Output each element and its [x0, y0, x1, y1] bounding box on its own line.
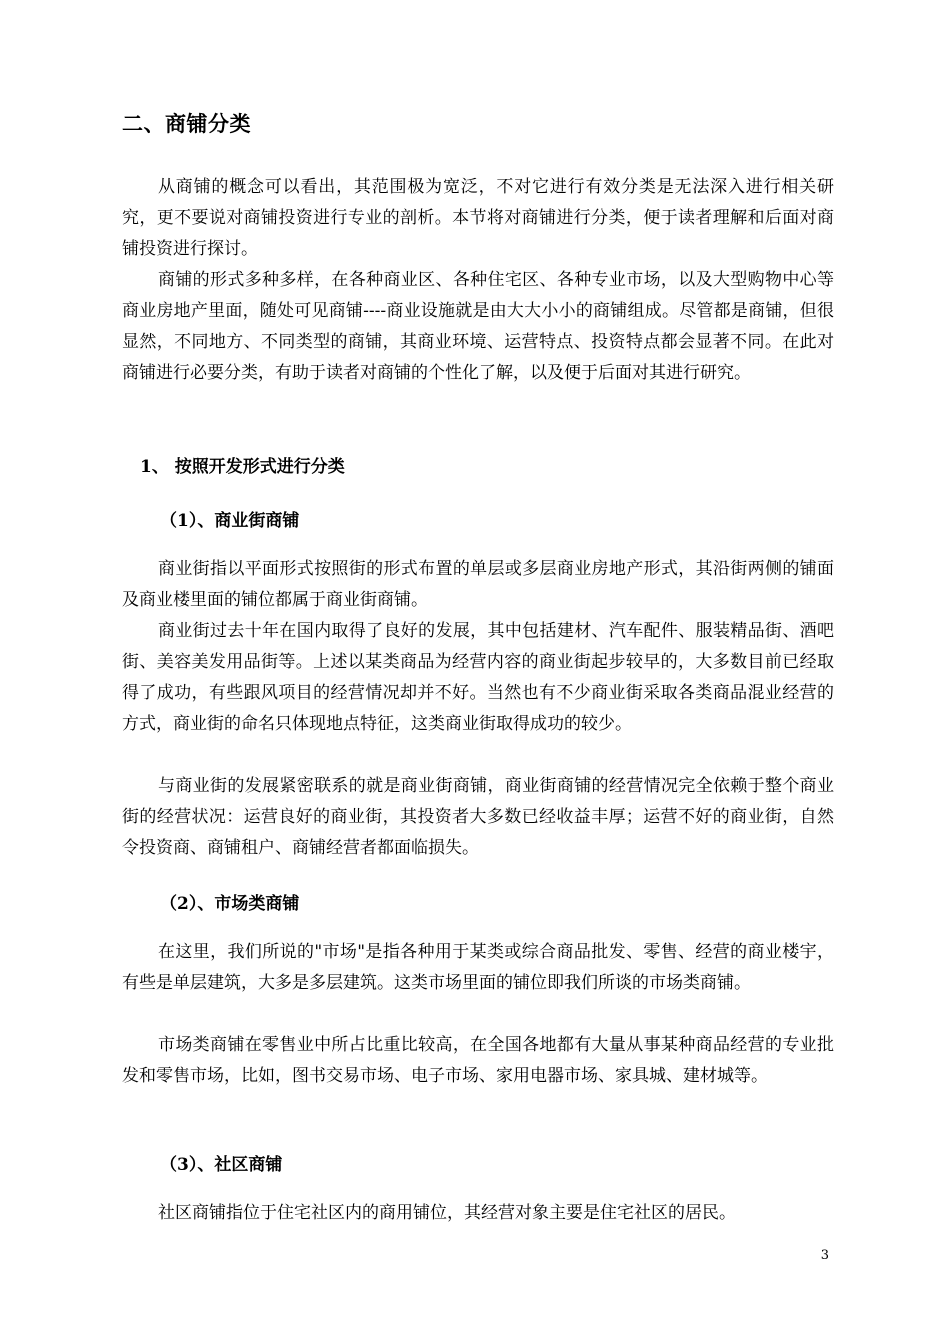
section-title: 二、商铺分类 [122, 111, 251, 136]
commercial-street-paragraph-1: 商业街指以平面形式按照街的形式布置的单层或多层商业房地产形式，其沿街两侧的铺面及商业楼里面的铺位都属于商业街商铺。 [122, 559, 834, 610]
market-paragraph-1: 在这里，我们所说的"市场"是指各种用于某类或综合商品批发、零售、经营的商业楼宇，有些是单层建筑，大多是多层建筑。这类市场里面的铺位即我们所谈的市场类商铺。 [122, 942, 834, 993]
page-number: 3 [820, 1248, 829, 1263]
intro-paragraph-2: 商铺的形式多种多样，在各种商业区、各种住宅区、各种专业市场，以及大型购物中心等商业房地产里面，随处可见商铺----商业设施就是由大大小小的商铺组成。尽管都是商铺，但很显然，不同地方、不同类型的商铺，其商业环境、运营特点、投资特点都会显著不同。在此对商铺进行必要分类，有助于读者对商铺的个性化了解，以及便于后面对其进行研究。 [122, 270, 834, 383]
category-title-community: （3）、社区商铺 [160, 1155, 283, 1175]
commercial-street-paragraph-2: 商业街过去十年在国内取得了良好的发展，其中包括建材、汽车配件、服装精品街、酒吧街、美容美发用品街等。上述以某类商品为经营内容的商业街起步较早的，大多数目前已经取得了成功，有些跟风项目的经营情况却并不好。当然也有不少商业街采取各类商品混业经营的方式，商业街的命名只体现地点特征，这类商业街取得成功的较少。 [122, 621, 834, 734]
category-title-market: （2）、市场类商铺 [160, 894, 300, 914]
subsection-title: 1、 按照开发形式进行分类 [140, 457, 345, 477]
intro-paragraph-1: 从商铺的概念可以看出，其范围极为宽泛，不对它进行有效分类是无法深入进行相关研究，更不要说对商铺投资进行专业的剖析。本节将对商铺进行分类，便于读者理解和后面对商铺投资进行探讨。 [122, 177, 834, 259]
market-paragraph-2: 市场类商铺在零售业中所占比重比较高，在全国各地都有大量从事某种商品经营的专业批发和零售市场，比如，图书交易市场、电子市场、家用电器市场、家具城、建材城等。 [122, 1035, 834, 1086]
category-title-commercial-street: （1）、商业街商铺 [160, 511, 300, 531]
commercial-street-paragraph-3: 与商业街的发展紧密联系的就是商业街商铺，商业街商铺的经营情况完全依赖于整个商业街的经营状况：运营良好的商业街，其投资者大多数已经收益丰厚；运营不好的商业街，自然令投资商、商铺租户、商铺经营者都面临损失。 [122, 776, 834, 858]
community-paragraph-1: 社区商铺指位于住宅社区内的商用铺位，其经营对象主要是住宅社区的居民。 [158, 1203, 736, 1223]
